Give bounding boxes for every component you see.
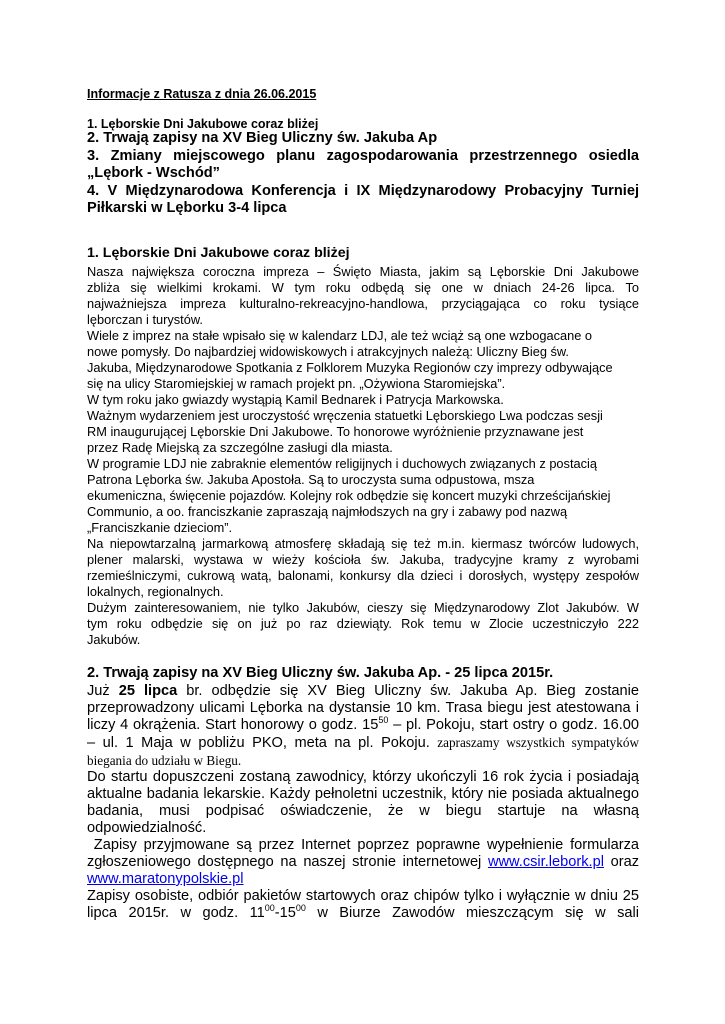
text-line: Na niepowtarzalną jarmarkową atmosferę składają się też m.in. kiermasz twórców ludowych, [87, 536, 639, 551]
text-run: – ul. 1 Maja w pobliżu PKO, meta na pl. Pokoju. [87, 735, 438, 751]
section-1-paragraph-1 [87, 264, 639, 328]
text-line: Jakubów. [87, 632, 141, 647]
csir-website-link[interactable]: www.csir.lebork.pl [487, 854, 604, 870]
toc-item-4-line-1: 4. V Międzynarodowa Konferencja i IX Międzynarodowy Probacyjny Turniej [87, 183, 639, 199]
text-line: przeprowadzony ulicami Lęborka na dystansie 10 km. Trasa biegu jest atestowana i [87, 700, 639, 716]
text-line: Zapisy przyjmowane są przez Internet poprzez poprawne wypełnienie formularza [87, 837, 639, 853]
text-line: Ważnym wydarzeniem jest uroczystość wręczenia statuetki Lęborskiego Lwa podczas sesji [87, 408, 603, 423]
text-line: zbliża się wielkimi krokami. W tym roku odbędą się one w dniach 24-26 lipca. To [87, 280, 639, 295]
text-line: lokalnych, regionalnych. [87, 584, 224, 599]
text-run: liczy 4 okrążenia. Start honorowy o godz. 15 [87, 717, 379, 733]
section-2-heading: 2. Trwają zapisy na XV Bieg Uliczny św. Jakuba Ap. - 25 lipca 2015r. [87, 665, 554, 681]
text-line: rzemieślniczymi, cukrową watą, balonami, konkursy dla dzieci i dorosłych, występy zespołów [87, 568, 639, 583]
maratony-website-link[interactable]: www.maratonypolskie.pl [87, 871, 244, 887]
text-line: Communio, a oo. franciszkanie zapraszają najmłodszych na gry i zabawy pod nazwą [87, 504, 568, 519]
section-2-paragraph-2 [87, 769, 639, 837]
date-highlight: 25 lipca [118, 683, 178, 699]
text-line: Nasza największa coroczna impreza – Święto Miasta, jakim są Lęborskie Dni Jakubowe [87, 264, 639, 279]
superscript-minutes: 00 [264, 903, 275, 913]
text-line: Patrona Lęborka św. Jakuba Apostoła. Są to uroczysta suma odpustowa, msza [87, 472, 535, 487]
toc-item-3-line-1: 3. Zmiany miejscowego planu zagospodarowania przestrzennego osiedla [87, 148, 639, 164]
toc-item-1: 1. Lęborskie Dni Jakubowe coraz bliżej [87, 117, 319, 131]
text-run: br. odbędzie się XV Bieg Uliczny św. Jakuba Ap. Bieg zostanie [177, 683, 640, 699]
text-run: lipca 2015r. w godz. 11 [87, 905, 265, 921]
text-run: w Biurze Zawodów mieszczącym się w sali [305, 905, 639, 921]
text-line: W tym roku jako gwiazdy wystąpią Kamil Bednarek i Patrycja Markowska. [87, 392, 504, 407]
toc-item-3-line-2: „Lębork - Wschód” [87, 165, 220, 181]
toc-item-2: 2. Trwają zapisy na XV Bieg Uliczny św. Jakuba Ap [87, 130, 438, 146]
text-line: ekumeniczna, święcenie pojazdów. Kolejny rok odbędzie się koncert muzyki chrześcijańskiej [87, 488, 611, 503]
text-line: badania, musi podpisać oświadczenie, że w biegu startuje na własną [87, 803, 639, 819]
section-1-paragraph-3 [87, 536, 639, 600]
text-line [87, 854, 639, 871]
text-line: Dużym zainteresowaniem, nie tylko Jakubów, cieszy się Międzynarodowy Zlot Jakubów. W [87, 600, 639, 615]
text-line: „Franciszkanie dzieciom”. [87, 520, 233, 535]
section-2-paragraph-1 [87, 683, 639, 769]
text-line: odpowiedzialność. [87, 820, 207, 836]
text-line: lęborczan i turystów. [87, 312, 203, 327]
text-run: zgłoszeniowego dostępnego na naszej stronie internetowej [87, 854, 488, 870]
text-line: Zapisy osobiste, odbiór pakietów startowych oraz chipów tylko i wyłącznie w dniu 25 [87, 888, 639, 904]
text-line: plener malarski, wystawa w wieży kościoła św. Jakuba, tradycyjne kramy z wyrobami [87, 552, 639, 567]
text-line: się na ulicy Staromiejskiej w ramach projekt pn. „Ożywiona Staromiejska”. [87, 376, 506, 391]
section-1-paragraph-2 [87, 328, 639, 536]
text-line: tym roku odbędzie się on już po raz dziewiąty. Rok temu w Zlocie uczestniczyło 222 [87, 616, 639, 631]
text-line [87, 683, 639, 700]
superscript-minutes: 00 [295, 903, 306, 913]
section-1-body [87, 264, 639, 648]
text-run: – pl. Pokoju, start ostry o godz. 16.00 [388, 717, 639, 733]
document-title: Informacje z Ratusza z dnia 26.06.2015 [87, 87, 317, 101]
section-2-body [87, 683, 639, 922]
text-line: nowe pomysły. Do najbardziej widowiskowych i atrakcyjnych należą: Uliczny Bieg św. [87, 344, 569, 359]
text-line [87, 717, 639, 734]
text-line: Do startu dopuszczeni zostaną zawodnicy, którzy ukończyli 16 rok życia i posiadają [87, 769, 639, 785]
section-2-paragraph-4 [87, 888, 639, 922]
text-line: Wiele z imprez na stałe wpisało się w kalendarz LDJ, ale też wciąż są one wzbogacane o [87, 328, 593, 343]
text-line [87, 734, 639, 752]
text-line: biegania do udziału w Biegu. [87, 753, 242, 768]
text-line: RM inaugurującej Lęborskie Dni Jakubowe. To honorowe wyróżnienie przyznawane jest [87, 424, 584, 439]
section-2-paragraph-3 [87, 837, 639, 888]
text-run: oraz [603, 854, 639, 870]
text-run: -15 [274, 905, 296, 921]
superscript-minutes: 50 [378, 715, 389, 725]
text-line [87, 871, 639, 888]
text-line: aktualne badania lekarskie. Każdy pełnoletni uczestnik, który nie posiada aktualnego [87, 786, 639, 802]
section-1-paragraph-4 [87, 600, 639, 648]
text-line: W programie LDJ nie zabraknie elementów religijnych i duchowych związanych z postacią [87, 456, 597, 471]
toc-item-4-line-2: Piłkarski w Lęborku 3-4 lipca [87, 200, 287, 216]
section-1-heading: 1. Lęborskie Dni Jakubowe coraz bliżej [87, 245, 350, 261]
text-line [87, 905, 639, 922]
text-run-serif: zapraszamy wszystkich sympatyków [437, 735, 639, 750]
text-line: Jakuba, Międzynarodowe Spotkania z Folklorem Muzyka Regionów czy imprezy odbywające [87, 360, 613, 375]
text-line: przez Radę Miejską za szczególne zasługi dla miasta. [87, 440, 393, 455]
text-run: Już [87, 683, 119, 699]
text-line: najważniejsza impreza kulturalno-rekreacyjno-handlowa, przyciągająca co roku tysiące [87, 296, 639, 311]
